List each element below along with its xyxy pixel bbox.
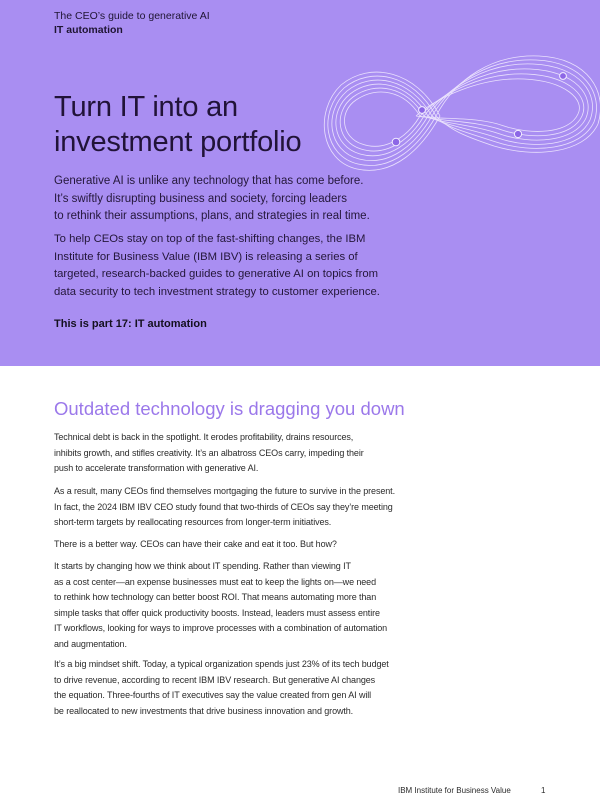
hero-series-line: data security to tech investment strategy to customer experience.	[54, 285, 380, 298]
body-line: as a cost center—an expense businesses must eat to keep the lights on—we need	[54, 576, 376, 587]
body-line: short-term targets by reallocating resources from longer-term initiatives.	[54, 517, 332, 527]
body-line: It starts by changing how we think about IT spending. Rather than viewing IT	[54, 561, 351, 571]
hero-intro-line: Generative AI is unlike any technology that has come before.	[54, 175, 364, 187]
body-line: As a result, many CEOs find themselves mortgaging the future to survive in the present.	[54, 486, 395, 496]
section-heading: Outdated technology is dragging you down	[54, 398, 405, 419]
hero-intro-line: to rethink their assumptions, plans, and strategies in real time.	[54, 210, 370, 222]
hero-intro	[54, 173, 384, 226]
body-line: Technical debt is back in the spotlight. It erodes profitability, drains resources,	[54, 432, 354, 442]
body-line: It’s a big mindset shift. Today, a typical organization spends just 23% of its tech budget	[54, 659, 389, 669]
body-paragraph	[54, 484, 404, 531]
body-paragraph	[54, 559, 404, 652]
hero-series-line: Institute for Business Value (IBM IBV) is releasing a series of	[54, 250, 358, 263]
hero-series-line: targeted, research-backed guides to generative AI on topics from	[54, 268, 379, 280]
body-line: the equation. Three-fourths of IT executives say the value created from gen AI will	[54, 690, 372, 700]
loop-bead	[392, 138, 400, 146]
body-line: inhibits growth, and stifles creativity. It’s an albatross CEOs carry, impeding their	[54, 447, 364, 458]
body-paragraph	[54, 537, 404, 553]
page-title-line: investment portfolio	[54, 126, 302, 158]
loop-bead	[560, 73, 567, 80]
body-line: push to accelerate transformation with generative AI.	[54, 463, 259, 473]
body-line: to drive revenue, according to recent IBM IBV research. But generative AI changes	[54, 674, 376, 685]
body-paragraph	[54, 657, 404, 719]
infinity-loop-illustration	[318, 54, 600, 178]
document-eyebrow	[54, 9, 210, 37]
body-line: There is a better way. CEOs can have their cake and eat it too. But how?	[54, 539, 337, 549]
body-line: and augmentation.	[54, 638, 127, 649]
series-part-label: This is part 17: IT automation	[54, 318, 207, 330]
body-line: to rethink how technology can better boost ROI. That means automating more than	[54, 592, 377, 602]
hero-banner	[0, 0, 600, 366]
page-title	[54, 90, 354, 160]
loop-bead	[419, 107, 426, 114]
guide-topic: IT automation	[54, 24, 123, 36]
body-line: simple tasks that offer quick productivity boosts. Instead, leaders must assess entire	[54, 607, 380, 618]
page-title-line: Turn IT into an	[54, 91, 238, 123]
page-number: 1	[541, 786, 546, 795]
hero-intro-line: It’s swiftly disrupting business and society, forcing leaders	[54, 192, 347, 205]
guide-title: The CEO’s guide to generative AI	[54, 10, 210, 22]
body-line: be reallocated to new investments that drive business innovation and growth.	[54, 705, 354, 716]
footer-organization: IBM Institute for Business Value	[398, 786, 511, 795]
body-paragraph	[54, 430, 404, 477]
loop-bead	[514, 130, 521, 137]
loop-beads	[392, 73, 566, 146]
body-line: In fact, the 2024 IBM IBV CEO study found that two-thirds of CEOs say they’re meeting	[54, 501, 393, 512]
hero-series-line: To help CEOs stay on top of the fast-shifting changes, the IBM	[54, 233, 366, 245]
body-line: IT workflows, looking for ways to improve processes with a combination of automation	[54, 623, 388, 633]
hero-series-paragraph	[54, 231, 394, 301]
